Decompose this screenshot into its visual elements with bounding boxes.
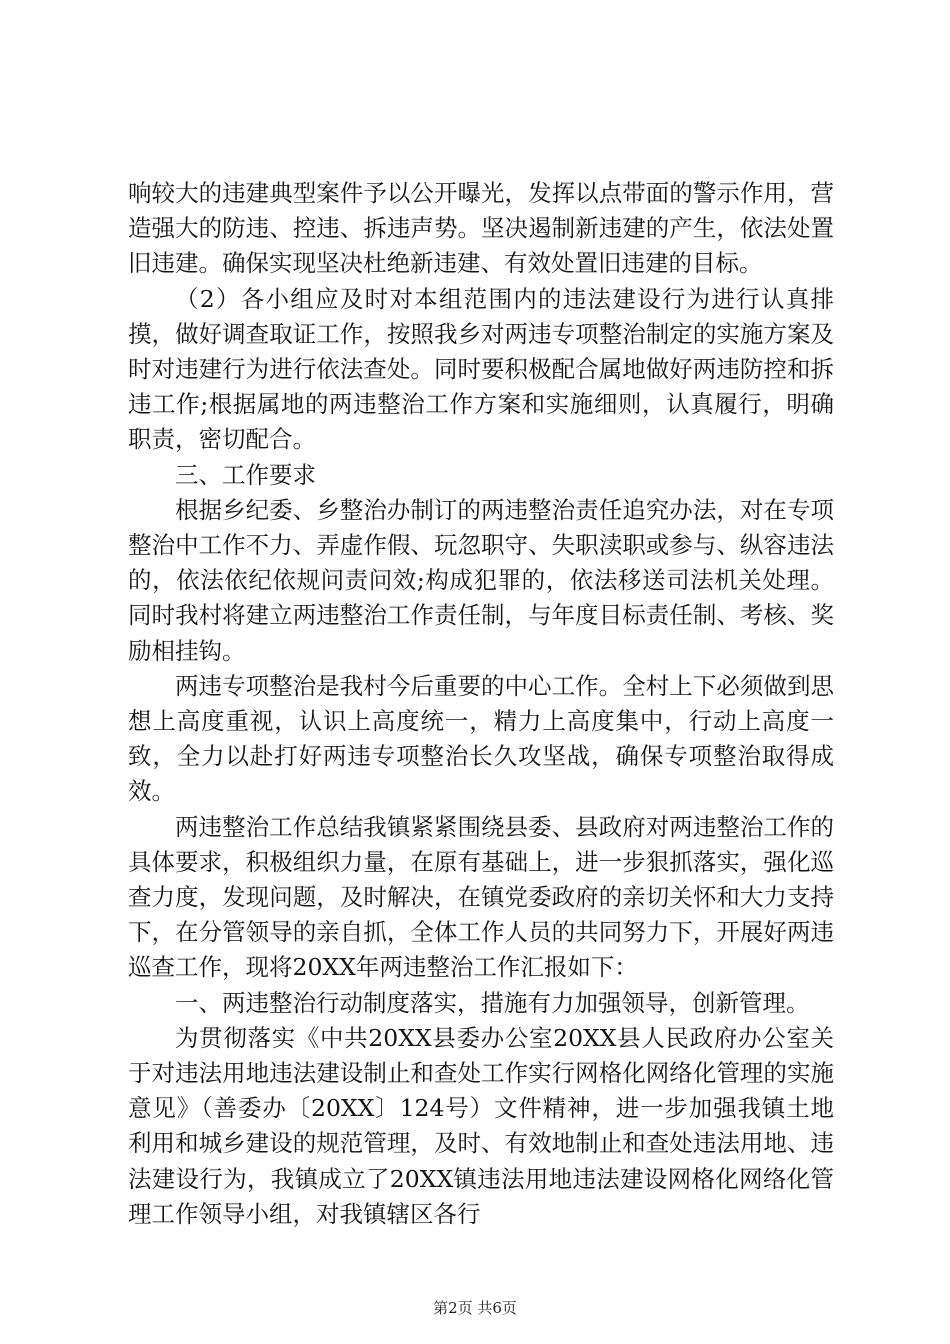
body-text [128, 176, 834, 1232]
page-footer: 第2页 共6页 [433, 1299, 517, 1317]
section-heading-implementation: 一、两违整治行动制度落实，措施有力加强领导，创新管理。 [175, 988, 810, 1017]
paragraph-6: 两违整治工作总结我镇紧紧围绕县委、县政府对两违整治工作的具体要求，积极组织力量，在原有基础上，进一步狠抓落实，强化巡查力度，发现问题，及时解决，在镇党委政府的亲切关怀和大力支持下，在分管领导的亲自抓，全体工作人员的共同努力下，开展好两违巡查工作，现将20XX年两违整治工作汇报如下： [128, 812, 834, 982]
paragraph-2: （2）各小组应及时对本组范围内的违法建设行为进行认真排摸，做好调查取证工作，按照我乡对两违专项整治制定的实施方案及时对违建行为进行依法查处。同时要积极配合属地做好两违防控和拆违工作;根据属地的两违整治工作方案和实施细则，认真履行，明确职责，密切配合。 [128, 284, 834, 454]
paragraph-8: 为贯彻落实《中共20XX县委办公室20XX县人民政府办公室关于对违法用地违法建设制止和查处工作实行网格化网络化管理的实施意见》（善委办〔20XX〕124号）文件精神，进一步加强我镇土地利用和城乡建设的规范管理，及时、有效地制止和查处违法用地、违法建设行为，我镇成立了20XX镇违法用地违法建设网格化网络化管理工作领导小组，对我镇辖区各行 [128, 1023, 834, 1228]
paragraph-1: 响较大的违建典型案件予以公开曝光，发挥以点带面的警示作用，营造强大的防违、控违、拆违声势。坚决遏制新违建的产生，依法处置旧违建。确保实现坚决杜绝新违建、有效处置旧违建的目标。 [128, 179, 834, 278]
paragraph-5: 两违专项整治是我村今后重要的中心工作。全村上下必须做到思想上高度重视，认识上高度统一，精力上高度集中，行动上高度一致，全力以赴打好两违专项整治长久攻坚战，确保专项整治取得成效。 [128, 671, 834, 806]
paragraph-4: 根据乡纪委、乡整治办制订的两违整治责任追究办法，对在专项整治中工作不力、弄虚作假、玩忽职守、失职渎职或参与、纵容违法的，依法依纪依规问责问效;构成犯罪的，依法移送司法机关处理。同时我村将建立两违整治工作责任制，与年度目标责任制、考核、奖励相挂钩。 [128, 495, 834, 665]
section-heading-requirements: 三、工作要求 [175, 460, 316, 489]
